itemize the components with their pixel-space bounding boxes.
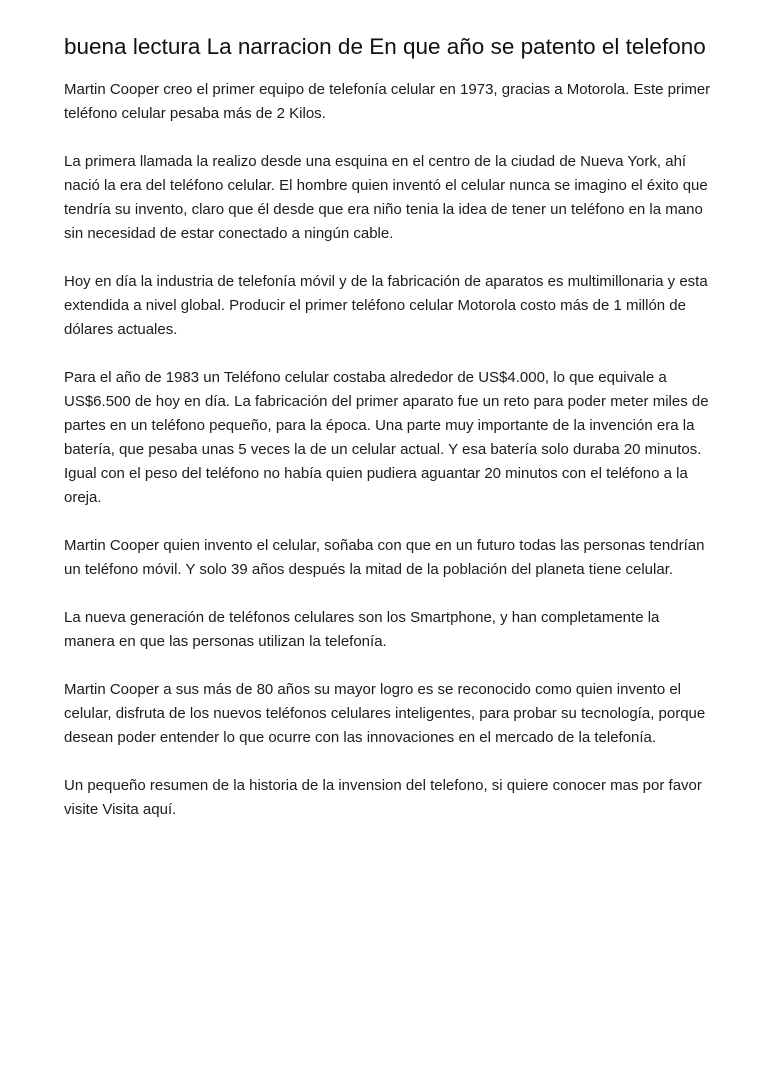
paragraph-3: Hoy en día la industria de telefonía móvil y de la fabricación de aparatos es multimillonaria y esta extendida a nivel global. Producir el primer teléfono celular Motorola costo más de 1 millón de dólares actuales. [64,273,708,338]
paragraph-4: Para el año de 1983 un Teléfono celular costaba alrededor de US$4.000, lo que equivale a US$6.500 de hoy en día. La fabricación del primer aparato fue un reto para poder meter miles de partes en un teléfono pequeño, para la época. Una parte muy importante de la invención era la batería, que pesaba unas 5 veces la de un celular actual. Y esa batería solo duraba 20 minutos. Igual con el peso del teléfono no había quien pudiera aguantar 20 minutos con el teléfono a la oreja. [64,369,709,506]
paragraph-2: La primera llamada la realizo desde una esquina en el centro de la ciudad de Nueva York, ahí nació la era del teléfono celular. El hombre quien inventó el celular nunca se imagino el éxito que tendría su invento, claro que él desde que era niño tenia la idea de tener un teléfono en la mano sin necesidad de estar conectado a ningún cable. [64,153,708,242]
paragraph-1: Martin Cooper creo el primer equipo de telefonía celular en 1973, gracias a Motorola. Este primer teléfono celular pesaba más de 2 Kilos. [64,81,711,122]
document-page [64,34,712,846]
paragraph-5: Martin Cooper quien invento el celular, soñaba con que en un futuro todas las personas tendrían un teléfono móvil. Y solo 39 años después la mitad de la población del planeta tiene celular. [64,537,705,578]
paragraph-6: La nueva generación de teléfonos celulares son los Smartphone, y han completamente la manera en que las personas utilizan la telefonía. [64,609,660,650]
document-title: buena lectura La narracion de En que año se patento el telefono [64,34,706,59]
paragraph-8: Un pequeño resumen de la historia de la invension del telefono, si quiere conocer mas por favor visite Visita aquí. [64,777,702,818]
paragraph-7: Martin Cooper a sus más de 80 años su mayor logro es se reconocido como quien invento el celular, disfruta de los nuevos teléfonos celulares inteligentes, para probar su tecnología, porque desean poder entender lo que ocurre con las innovaciones en el mercado de la telefonía. [64,681,706,746]
